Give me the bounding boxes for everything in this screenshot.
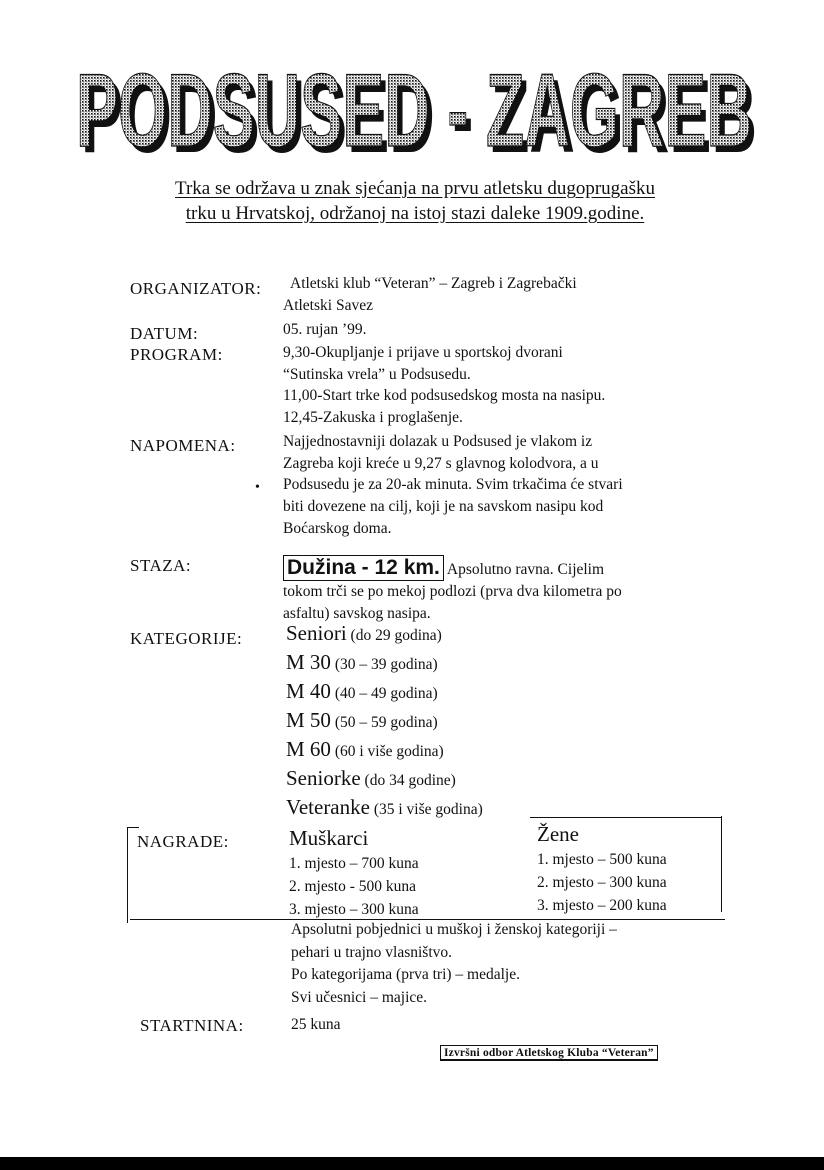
nagrade-box-left-border (127, 827, 128, 923)
zene-heading: Žene (537, 822, 579, 846)
kategorija-range: (50 – 59 godina) (330, 714, 438, 731)
kategorija-name: Veteranke (286, 795, 370, 819)
nagrade-extra (291, 919, 617, 1009)
nagrade-extra-line: Svi učesnici – majice. (291, 988, 428, 1006)
subtitle-line: Trka se održava u znak sjećanja na prvu atletsku dugoprugašku (175, 178, 655, 199)
napomena-value (283, 431, 623, 540)
staza-value (283, 555, 733, 624)
signature-box: Izvršni odbor Atletskog Kluba “Veteran” (440, 1045, 658, 1061)
kategorija-range: (35 i više godina) (369, 801, 483, 818)
kategorija-name: M 60 (286, 737, 331, 761)
napomena-line: Zagreba koji kreće u 9,27 s glavnog kolodvora, a u (283, 454, 599, 472)
kategorija-item (286, 766, 483, 795)
title-banner (70, 68, 760, 160)
kategorija-name: M 50 (286, 708, 331, 732)
nagrade-extra-line: Apsolutni pobjednici u muškoj i ženskoj kategoriji – (291, 921, 617, 938)
datum-value: 05. rujan ’99. (283, 321, 367, 338)
subtitle-line: trku u Hrvatskoj, održanoj na istoj stazi daleke 1909.godine. (185, 203, 645, 224)
program-line: “Sutinska vrela” u Podsusedu. (283, 365, 471, 383)
kategorija-range: (60 i više godina) (330, 743, 444, 760)
kategorija-name: M 30 (286, 650, 331, 674)
staza-line: tokom trči se po mekoj podlozi (prva dva kilometra po (283, 583, 622, 600)
napomena-line: Podsusedu je za 20-ak minuta. Svim trkačima će stvari (283, 476, 623, 494)
program-line: 11,00-Start trke kod podsusedskog mosta na nasipu. (283, 387, 606, 405)
staza-length-highlight: Dužina - 12 km. (283, 555, 444, 581)
organizator-value (283, 273, 577, 316)
program-line: 9,30-Okupljanje i prijave u sportskoj dvorani (283, 344, 563, 361)
kategorija-item (286, 621, 483, 650)
kategorija-item (286, 795, 483, 824)
nagrade-extra-line: pehari u trajno vlasništvo. (291, 943, 452, 961)
kategorija-range: (30 – 39 godina) (330, 656, 438, 673)
bullet-mark: • (255, 480, 260, 495)
kategorija-name: Seniorke (286, 766, 361, 790)
organizator-label: ORGANIZATOR: (130, 279, 262, 298)
staza-label: STAZA: (130, 556, 192, 575)
zene-prize: 1. mjesto – 500 kuna (537, 851, 667, 868)
nagrade-box-corner (127, 827, 139, 828)
napomena-line: Najjednostavniji dolazak u Podsused je vlakom iz (283, 433, 593, 450)
zene-prize: 3. mjesto – 200 kuna (537, 897, 667, 914)
kategorija-name: M 40 (286, 679, 331, 703)
kategorije-label: KATEGORIJE: (130, 629, 243, 648)
datum-label: DATUM: (130, 324, 199, 343)
muskarci-heading: Muškarci (289, 826, 369, 850)
kategorija-item (286, 650, 483, 679)
kategorija-item (286, 708, 483, 737)
staza-line: asfaltu) savskog nasipa. (283, 604, 431, 622)
nagrade-zene (537, 820, 667, 917)
muskarci-prize: 1. mjesto – 700 kuna (289, 855, 419, 872)
title-shadow: PODSUSED - ZAGREB (81, 68, 757, 160)
subtitle (110, 176, 720, 226)
program-line: 12,45-Zakuska i proglašenje. (283, 409, 463, 427)
program-label: PROGRAM: (130, 345, 223, 364)
kategorija-range: (do 34 godine) (360, 772, 456, 789)
program-value (283, 342, 605, 429)
nagrade-extra-line: Po kategorijama (prva tri) – medalje. (291, 966, 520, 983)
nagrade-muskarci (289, 824, 419, 921)
scan-bottom-edge (0, 1157, 824, 1170)
staza-text: Apsolutno ravna. Cijelim (443, 561, 605, 578)
kategorije-list (286, 621, 483, 824)
kategorija-item (286, 679, 483, 708)
startnina-label: STARTNINA: (140, 1016, 244, 1035)
napomena-line: Boćarskog doma. (283, 519, 392, 537)
zene-prize: 2. mjesto – 300 kuna (537, 874, 667, 891)
muskarci-prize: 3. mjesto – 300 kuna (289, 901, 419, 918)
kategorija-name: Seniori (286, 621, 347, 645)
organizator-line: Atletski Savez (283, 296, 373, 314)
title-art (70, 68, 760, 160)
napomena-line: biti dovezene na cilj, koji je na savskom nasipu kod (283, 498, 604, 516)
nagrade-label: NAGRADE: (137, 832, 229, 851)
napomena-label: NAPOMENA: (130, 436, 236, 455)
startnina-value: 25 kuna (291, 1016, 341, 1033)
kategorija-range: (do 29 godina) (346, 627, 442, 644)
organizator-line: Atletski klub “Veteran” – Zagreb i Zagrebački (290, 275, 577, 292)
nagrade-box-top-border (530, 817, 722, 818)
nagrade-box-right-border (721, 816, 722, 912)
muskarci-prize: 2. mjesto - 500 kuna (289, 878, 416, 895)
page-title: PODSUSED - ZAGREB (76, 68, 752, 160)
kategorija-range: (40 – 49 godina) (330, 685, 438, 702)
kategorija-item (286, 737, 483, 766)
